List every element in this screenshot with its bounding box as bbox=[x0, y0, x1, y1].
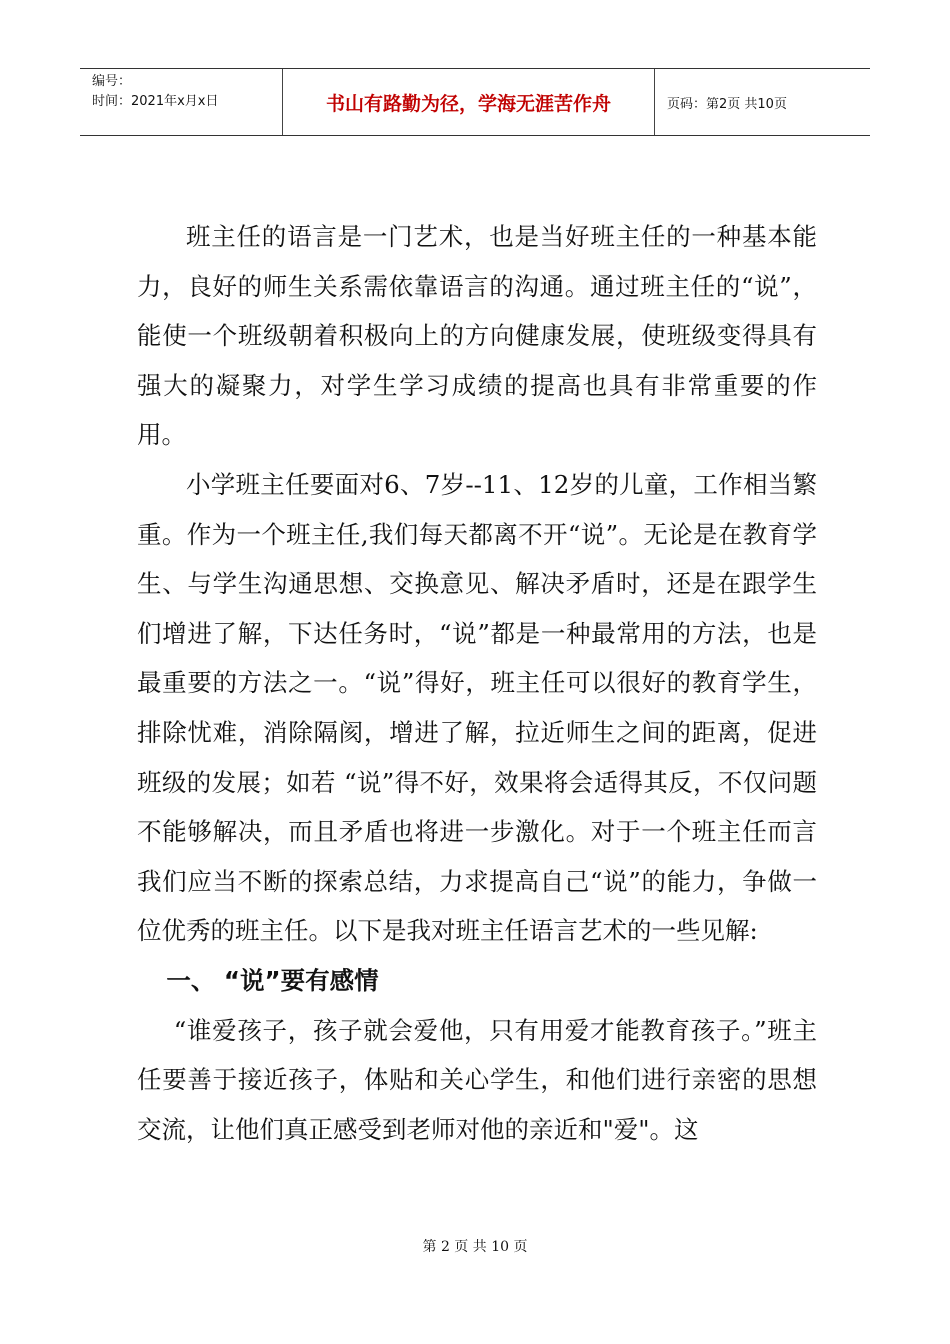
date-label: 时间：2021年x月x日 bbox=[92, 94, 219, 109]
number-label: 编号： bbox=[92, 74, 132, 89]
page-footer: 第 2 页 共 10 页 bbox=[422, 1239, 528, 1255]
header-page-info: 页码：第2页 共10页 bbox=[667, 96, 787, 112]
paragraph-2: 小学班主任要面对6、7岁--11、12岁的儿童，工作相当繁重。作为一个班主任,我们每天都离不开“说”。无论是在教育学生、与学生沟通思想、交换意见、解决矛盾时，还是在跟学生们增进了解，下达任务时，“说”都是一种最常用的方法，也是最重要的方法之一。“说”得好，班主任可以很好的教育学生，排除忧难，消除隔阂，增进了解，拉近师生之间的距离，促进班级的发展；如若 “说”得不好，效果将会适得其反，不仅问题不能够解决，而且矛盾也将进一步激化。对于一个班主任而言我们应当不断的探索总结，力求提高自己“说”的能力，争做一位优秀的班主任。以下是我对班主任语言艺术的一些见解: bbox=[137, 469, 817, 946]
paragraph-1: 班主任的语言是一门艺术，也是当好班主任的一种基本能力，良好的师生关系需依靠语言的沟通。通过班主任的“说”，能使一个班级朝着积极向上的方向健康发展，使班级变得具有强大的凝聚力，对学生学习成绩的提高也具有非常重要的作用。 bbox=[137, 222, 817, 450]
section-heading-1: 一、 “说”要有感情 bbox=[166, 965, 379, 995]
document-body bbox=[137, 212, 817, 1154]
header-motto: 书山有路勤为径，学海无涯苦作舟 bbox=[283, 69, 655, 135]
paragraph-3: “谁爱孩子，孩子就会爱他，只有用爱才能教育孩子。”班主任要善于接近孩子，体贴和关心学生，和他们进行亲密的思想交流，让他们真正感受到老师对他的亲近和"爱"。这 bbox=[137, 1015, 817, 1144]
header-meta bbox=[80, 69, 283, 135]
header-table bbox=[80, 68, 870, 136]
